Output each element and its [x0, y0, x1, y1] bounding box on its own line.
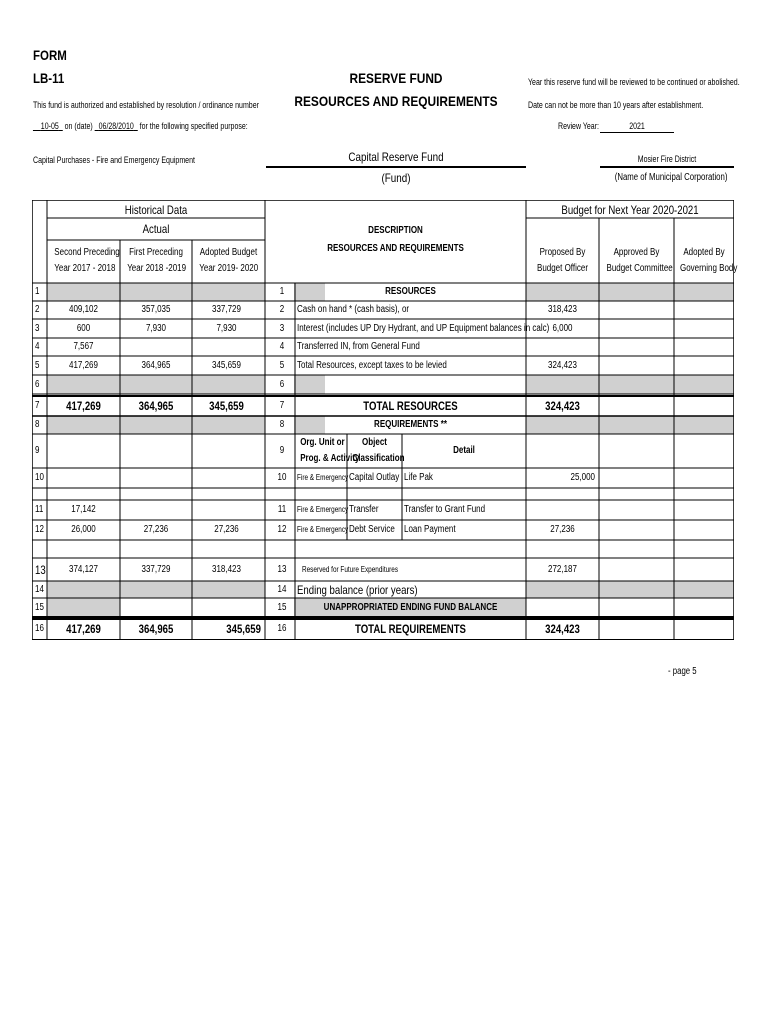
review-note: Year this reserve fund will be reviewed to be continued or abolished. — [528, 77, 740, 87]
row-7-description: TOTAL RESOURCES — [363, 399, 458, 413]
row-11-line-no: 11 — [35, 504, 44, 515]
row-16-proposed: 324,423 — [545, 621, 580, 636]
row-13-first: 337,729 — [141, 563, 171, 575]
description-header-2: RESOURCES AND REQUIREMENTS — [327, 243, 464, 254]
row-8-line-no: 8 — [35, 419, 40, 430]
row-10-object: Capital Outlay — [349, 472, 400, 483]
row-7-adopted: 345,659 — [209, 399, 244, 413]
row-11-detail: Transfer to Grant Fund — [404, 504, 486, 515]
row-11-object: Transfer — [349, 504, 379, 515]
row-4-line-no-2: 4 — [279, 341, 285, 352]
row-12-line-no: 12 — [35, 524, 44, 535]
row-12-proposed: 27,236 — [550, 524, 575, 535]
row-14-line-no: 14 — [35, 583, 44, 595]
row-13-line-no-2: 13 — [277, 563, 287, 575]
resolution-line: __10-05_ on (date) _06/28/2010_ for the following specified purpose: — [33, 121, 248, 131]
review-year-value: 2021 — [629, 121, 645, 131]
row-5-description: Total Resources, except taxes to be levied — [297, 359, 447, 371]
municipal-underline — [600, 166, 734, 168]
row-16-second: 417,269 — [66, 621, 101, 636]
col-proposed-1: Proposed By — [539, 247, 586, 258]
row-10-proposed: 25,000 — [570, 472, 595, 483]
row-15-line-no-2: 15 — [277, 601, 287, 613]
row-16-first: 364,965 — [138, 621, 174, 636]
col-first-preceding-1: First Preceding — [129, 247, 183, 258]
historical-header: Historical Data — [124, 203, 188, 217]
col-second-preceding-2: Year 2017 - 2018 — [54, 263, 116, 274]
row-7-proposed: 324,423 — [545, 399, 580, 413]
authorized-text: This fund is authorized and established by resolution / ordinance number — [33, 100, 259, 110]
org-unit-header-1: Org. Unit or — [300, 437, 345, 448]
shade-budget-row-6 — [526, 375, 734, 394]
row-12-adopted: 27,236 — [214, 524, 239, 535]
row-2-second: 409,102 — [69, 304, 98, 315]
shade-budget-row-8 — [526, 416, 734, 434]
row-3-line-no: 3 — [35, 322, 40, 334]
row-5-proposed: 324,423 — [548, 359, 577, 371]
resources-label: RESOURCES — [385, 286, 436, 297]
fund-name: Capital Reserve Fund — [348, 150, 444, 164]
row-3-line-no-2: 3 — [279, 322, 285, 334]
row-13-line-no: 13 — [35, 562, 46, 577]
shade-budget-row-1 — [526, 283, 734, 301]
row-5-first: 364,965 — [141, 359, 171, 371]
col-second-preceding-1: Second Preceding — [54, 247, 120, 258]
budget-header: Budget for Next Year 2020-2021 — [561, 203, 699, 217]
row-16-description: TOTAL REQUIREMENTS — [355, 621, 466, 636]
shade-left-row-14 — [47, 581, 265, 598]
row-5-line-no: 5 — [35, 359, 40, 371]
col-approved-1: Approved By — [613, 247, 660, 258]
row-2-proposed: 318,423 — [548, 304, 577, 315]
row-12-object: Debt Service — [349, 524, 395, 535]
row-3-first: 7,930 — [145, 322, 167, 334]
row-10-org-unit: Fire & Emergency — [297, 473, 349, 482]
row-4-line-no: 4 — [35, 341, 40, 352]
on-date-label: on (date) — [64, 121, 93, 131]
purpose-text: for the following specified purpose: — [139, 121, 248, 131]
description-header-1: DESCRIPTION — [368, 225, 423, 236]
row-4-second: 7,567 — [73, 341, 94, 352]
shade-left-row-6 — [47, 375, 265, 394]
row-12-detail: Loan Payment — [404, 524, 456, 535]
row-2-first: 357,035 — [141, 304, 171, 315]
page-number — [668, 666, 697, 677]
row-4-description: Transferred IN, from General Fund — [297, 341, 420, 352]
row-1-line-no-2: 1 — [279, 286, 285, 297]
row-7-first: 364,965 — [138, 399, 174, 413]
row-14-line-no-2: 14 — [277, 583, 287, 595]
review-year-underline — [600, 132, 674, 133]
row-5-second: 417,269 — [69, 359, 98, 371]
row-13-adopted: 318,423 — [212, 563, 241, 575]
form-title-line2: RESOURCES AND REQUIREMENTS — [294, 93, 498, 109]
detail-header: Detail — [453, 445, 475, 456]
col-approved-2: Budget Committee — [606, 263, 673, 274]
row-3-description: Interest (includes UP Dry Hydrant, and UP Equipment balances in calc) — [297, 322, 550, 334]
row-1-line-no: 1 — [35, 286, 40, 297]
col-adopted-budget-1: Adopted Budget — [199, 247, 258, 258]
row-16-adopted: 345,659 — [226, 621, 261, 636]
row-11-org-unit: Fire & Emergency — [297, 505, 349, 514]
row-13-second: 374,127 — [69, 563, 98, 575]
col-adopted-2: Governing Body — [680, 263, 738, 274]
row-15-description: UNAPPROPRIATED ENDING FUND BALANCE — [323, 601, 498, 613]
shade-left-row-1 — [47, 283, 265, 301]
row-10-line-no-2: 10 — [277, 472, 287, 483]
object-header-2: Classification — [352, 453, 405, 464]
row-6-line-no-2: 6 — [279, 378, 285, 390]
row-3-proposed: 6,000 — [552, 322, 573, 334]
shade-left-row-15 — [47, 598, 120, 617]
row-2-adopted: 337,729 — [212, 304, 241, 315]
row-5-line-no-2: 5 — [279, 359, 285, 371]
org-unit-header-2: Prog. & Activity — [300, 453, 360, 464]
row-7-line-no: 7 — [35, 400, 40, 411]
row-5-adopted: 345,659 — [212, 359, 241, 371]
row-13-description: Reserved for Future Expenditures — [302, 564, 399, 574]
shade-left-row-8 — [47, 416, 265, 434]
shade-num-row-6 — [294, 375, 325, 394]
row-13-proposed: 272,187 — [548, 563, 577, 575]
row-7-line-no-2: 7 — [279, 400, 285, 411]
shade-budget-row-14 — [526, 581, 734, 598]
row-7-second: 417,269 — [66, 399, 101, 413]
form-title-line1: RESERVE FUND — [349, 70, 443, 86]
row-11-second: 17,142 — [71, 504, 96, 515]
row-2-description: Cash on hand * (cash basis), or — [297, 304, 410, 315]
form-label: FORM — [33, 47, 67, 63]
row-2-line-no-2: 2 — [279, 304, 285, 315]
col-proposed-2: Budget Officer — [537, 263, 588, 274]
row-12-second: 26,000 — [71, 524, 96, 535]
row-10-line-no: 10 — [35, 472, 44, 483]
form-number: LB-11 — [33, 70, 65, 86]
fund-caption: (Fund) — [381, 171, 411, 185]
requirements-label: REQUIREMENTS ** — [374, 419, 447, 430]
page-label: page 5 — [672, 666, 697, 677]
row-12-first: 27,236 — [143, 524, 169, 535]
row-16-line-no-2: 16 — [277, 622, 287, 634]
municipal-name: Mosier Fire District — [637, 154, 697, 164]
row-9-line-no-2: 9 — [279, 445, 285, 456]
purpose-value: Capital Purchases - Fire and Emergency Equipment — [33, 155, 195, 165]
object-header-1: Object — [362, 437, 387, 448]
resolution-date: 06/28/2010 — [98, 121, 134, 131]
row-14-description: Ending balance (prior years) — [297, 582, 418, 597]
municipal-caption: (Name of Municipal Corporation) — [614, 172, 728, 183]
reserve-fund-table — [32, 200, 738, 640]
col-adopted-1: Adopted By — [683, 247, 725, 258]
col-adopted-budget-2: Year 2019- 2020 — [199, 263, 259, 274]
row-9-line-no: 9 — [35, 445, 40, 456]
row-12-org-unit: Fire & Emergency — [297, 525, 349, 534]
row-15-line-no: 15 — [35, 601, 44, 613]
row-2-line-no: 2 — [35, 304, 40, 315]
page-dash: - — [668, 666, 673, 677]
resolution-number: 10-05 — [40, 121, 59, 131]
row-8-line-no-2: 8 — [279, 419, 285, 430]
row-3-adopted: 7,930 — [216, 322, 237, 334]
row-10-detail: Life Pak — [404, 472, 433, 483]
row-6-line-no: 6 — [35, 378, 40, 390]
row-11-line-no-2: 11 — [277, 504, 287, 515]
fund-underline — [266, 166, 526, 168]
row-3-second: 600 — [76, 322, 91, 334]
row-16-line-no: 16 — [35, 622, 44, 634]
col-first-preceding-2: Year 2018 -2019 — [127, 263, 187, 274]
row-12-line-no-2: 12 — [277, 524, 287, 535]
review-year-label: Review Year: — [558, 121, 599, 131]
actual-header: Actual — [142, 222, 170, 236]
limit-note: Date can not be more than 10 years after establishment. — [528, 100, 704, 110]
